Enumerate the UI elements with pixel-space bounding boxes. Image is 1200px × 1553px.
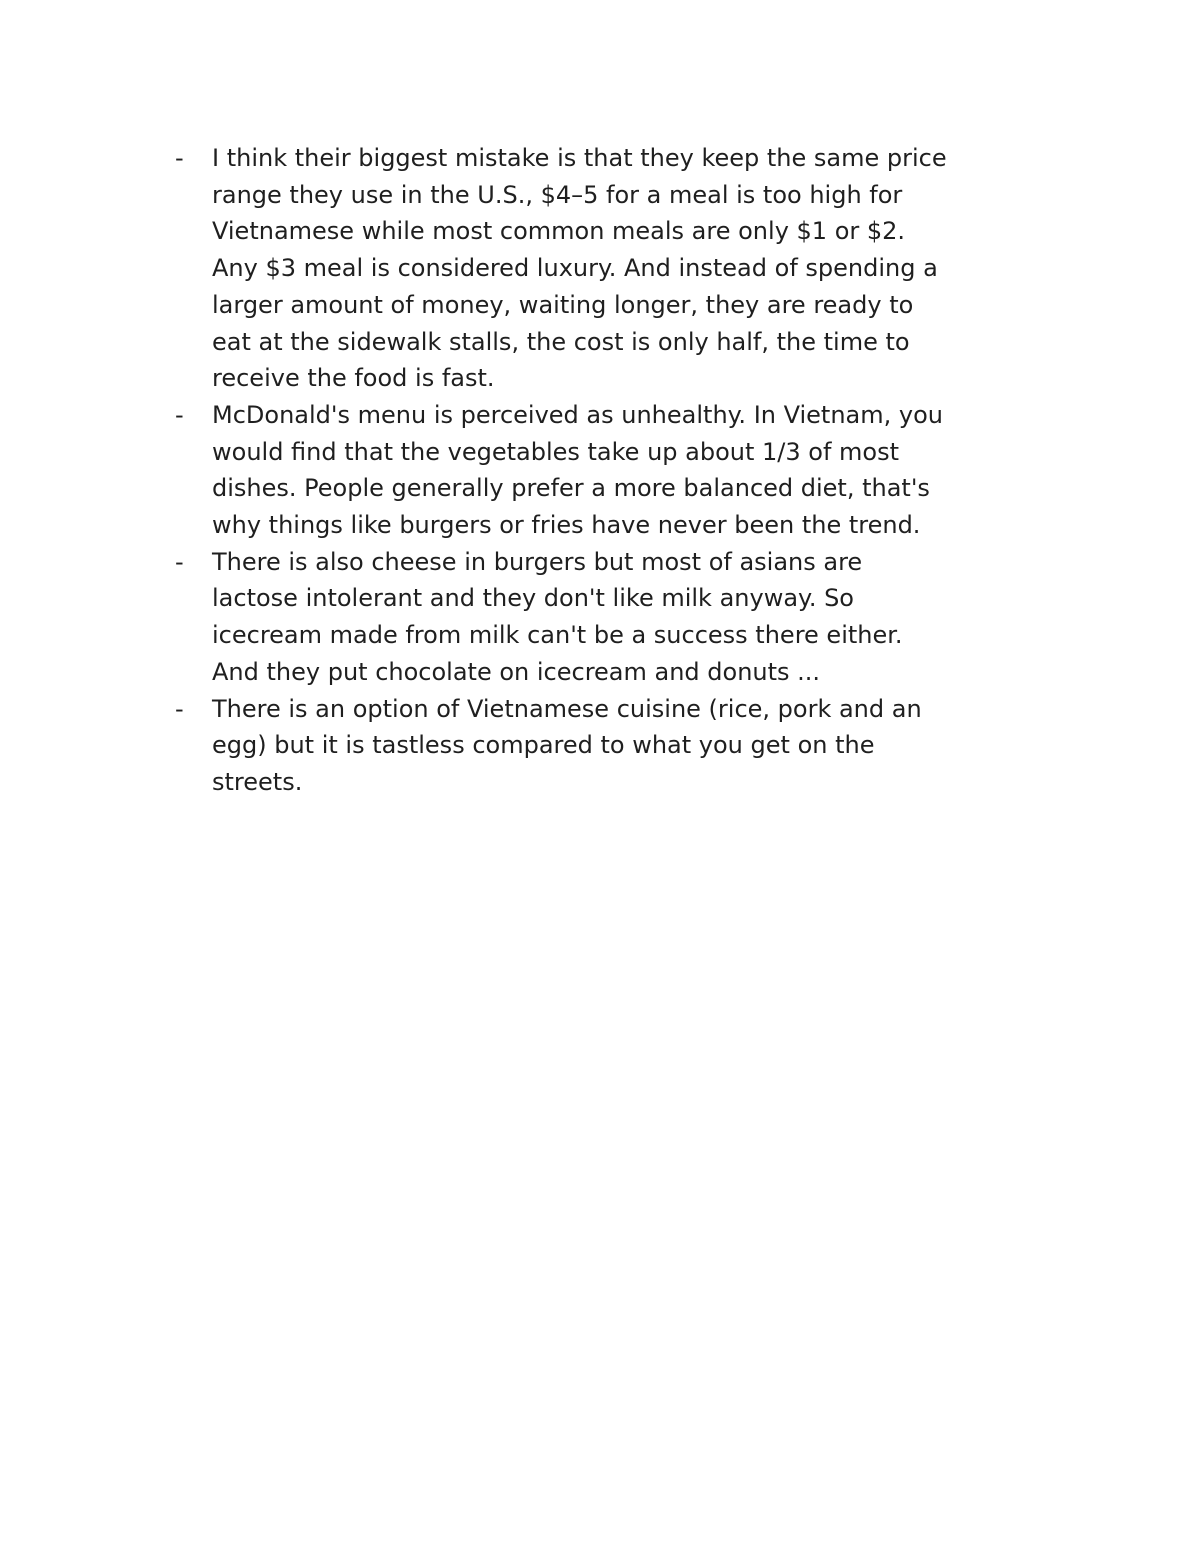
bullet-marker: - <box>175 144 184 172</box>
list-item <box>172 140 1072 397</box>
text-line: why things like burgers or fries have never been the trend. <box>212 511 921 540</box>
bullet-marker: - <box>175 547 184 576</box>
list-item <box>172 691 1072 801</box>
text-line: egg) but it is tastless compared to what you get on the <box>212 731 875 760</box>
text-line: dishes. People generally prefer a more balanced diet, that's <box>212 474 930 503</box>
bullet-list <box>172 140 1072 801</box>
text-line: would find that the vegetables take up about 1/3 of most <box>212 437 900 466</box>
bullet-marker: - <box>175 694 184 723</box>
list-item <box>172 397 1072 544</box>
text-line: streets. <box>212 767 303 796</box>
bullet-marker: - <box>175 400 184 429</box>
list-item <box>172 544 1072 691</box>
text-line: icecream made from milk can't be a success there either. <box>212 621 903 650</box>
text-line: Any $3 meal is considered luxury. And instead of spending a <box>212 254 938 283</box>
text-line: lactose intolerant and they don't like milk anyway. So <box>212 584 854 613</box>
text-line: receive the food is fast. <box>212 364 495 393</box>
text-line: eat at the sidewalk stalls, the cost is only half, the time to <box>212 327 910 356</box>
text-line: And they put chocolate on icecream and donuts ... <box>212 657 821 686</box>
text-line: McDonald's menu is perceived as unhealthy. In Vietnam, you <box>212 400 943 429</box>
text-line: range they use in the U.S., $4–5 for a meal is too high for <box>212 180 903 209</box>
text-line: There is also cheese in burgers but most of asians are <box>212 547 863 576</box>
text-line: larger amount of money, waiting longer, they are ready to <box>212 290 914 319</box>
text-line: I think their biggest mistake is that they keep the same price <box>212 144 947 172</box>
text-line: There is an option of Vietnamese cuisine (rice, pork and an <box>212 694 922 723</box>
text-line: Vietnamese while most common meals are only $1 or $2. <box>212 217 906 246</box>
